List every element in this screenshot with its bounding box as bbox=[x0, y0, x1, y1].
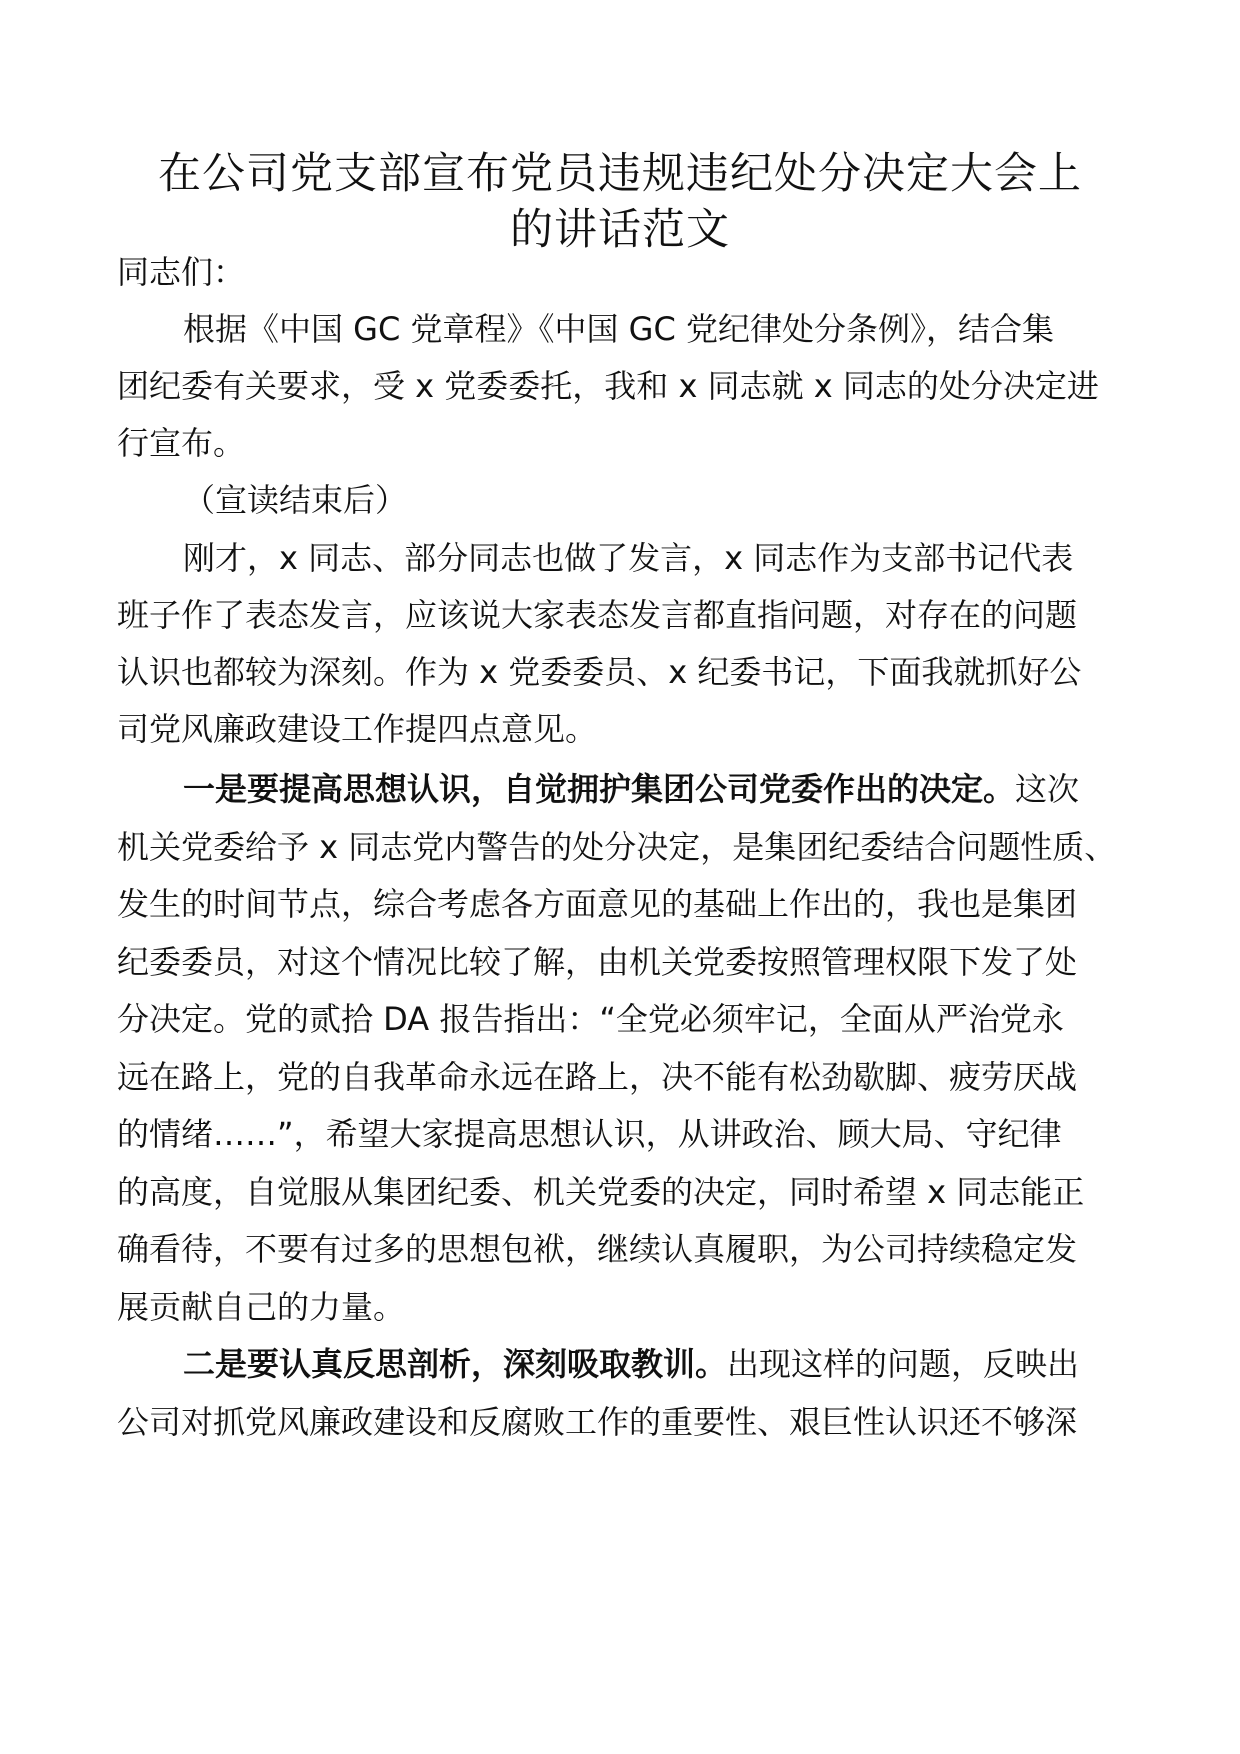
paragraph-4-line-9: 确看待，不要有过多的思想包袱，继续认真履职，为公司持续稳定发 bbox=[117, 1230, 1078, 1268]
paragraph-4-heading: 一是要提高思想认识，自觉拥护集团公司党委作出的决定。 bbox=[183, 770, 1016, 808]
paragraph-1-line-3: 行宣布。 bbox=[117, 424, 246, 462]
paragraph-3-line-4: 司党风廉政建设工作提四点意见。 bbox=[117, 710, 598, 748]
paragraph-3-line-1: 刚才，x 同志、部分同志也做了发言，x 同志作为支部书记代表 bbox=[183, 539, 1074, 577]
paragraph-4-line-10: 展贡献自己的力量。 bbox=[117, 1288, 406, 1326]
paragraph-5-line-1 bbox=[183, 1342, 1193, 1386]
paragraph-4-line-4: 纪委委员，对这个情况比较了解，由机关党委按照管理权限下发了处 bbox=[117, 943, 1078, 981]
paragraph-5-line-2: 公司对抓党风廉政建设和反腐败工作的重要性、艰巨性认识还不够深 bbox=[117, 1403, 1078, 1441]
paragraph-4-line-2: 机关党委给予 x 同志党内警告的处分决定，是集团纪委结合问题性质、 bbox=[117, 828, 1117, 866]
paragraph-2: （宣读结束后） bbox=[183, 481, 408, 519]
salutation: 同志们： bbox=[117, 253, 246, 291]
paragraph-4-line-8: 的高度，自觉服从集团纪委、机关党委的决定，同时希望 x 同志能正 bbox=[117, 1173, 1085, 1211]
paragraph-3-line-3: 认识也都较为深刻。作为 x 党委委员、x 纪委书记，下面我就抓好公 bbox=[117, 653, 1082, 691]
paragraph-4-line-1 bbox=[183, 767, 1193, 811]
document-title-line-2: 的讲话范文 bbox=[510, 205, 730, 255]
paragraph-4-line-5: 分决定。党的贰拾 DA 报告指出：“全党必须牢记，全面从严治党永 bbox=[117, 1000, 1064, 1038]
paragraph-1-line-2: 团纪委有关要求，受 x 党委委托，我和 x 同志就 x 同志的处分决定进 bbox=[117, 367, 1099, 405]
paragraph-4-line-3: 发生的时间节点，综合考虑各方面意见的基础上作出的，我也是集团 bbox=[117, 885, 1078, 923]
paragraph-5-heading: 二是要认真反思剖析，深刻吸取教训。 bbox=[183, 1345, 728, 1383]
paragraph-3-line-2: 班子作了表态发言，应该说大家表态发言都直指问题，对存在的问题 bbox=[117, 596, 1078, 634]
paragraph-5-first-rest: 出现这样的问题，反映出 bbox=[727, 1345, 1080, 1383]
paragraph-4-line-6: 远在路上，党的自我革命永远在路上，决不能有松劲歇脚、疲劳厌战 bbox=[117, 1058, 1078, 1096]
paragraph-4-first-rest: 这次 bbox=[1015, 770, 1080, 808]
document-title-line-1: 在公司党支部宣布党员违规违纪处分决定大会上 bbox=[158, 149, 1082, 199]
paragraph-4-line-7: 的情绪……”，希望大家提高思想认识，从讲政治、顾大局、守纪律 bbox=[117, 1115, 1062, 1153]
paragraph-1-line-1: 根据《中国 GC 党章程》《中国 GC 党纪律处分条例》，结合集 bbox=[183, 310, 1054, 348]
